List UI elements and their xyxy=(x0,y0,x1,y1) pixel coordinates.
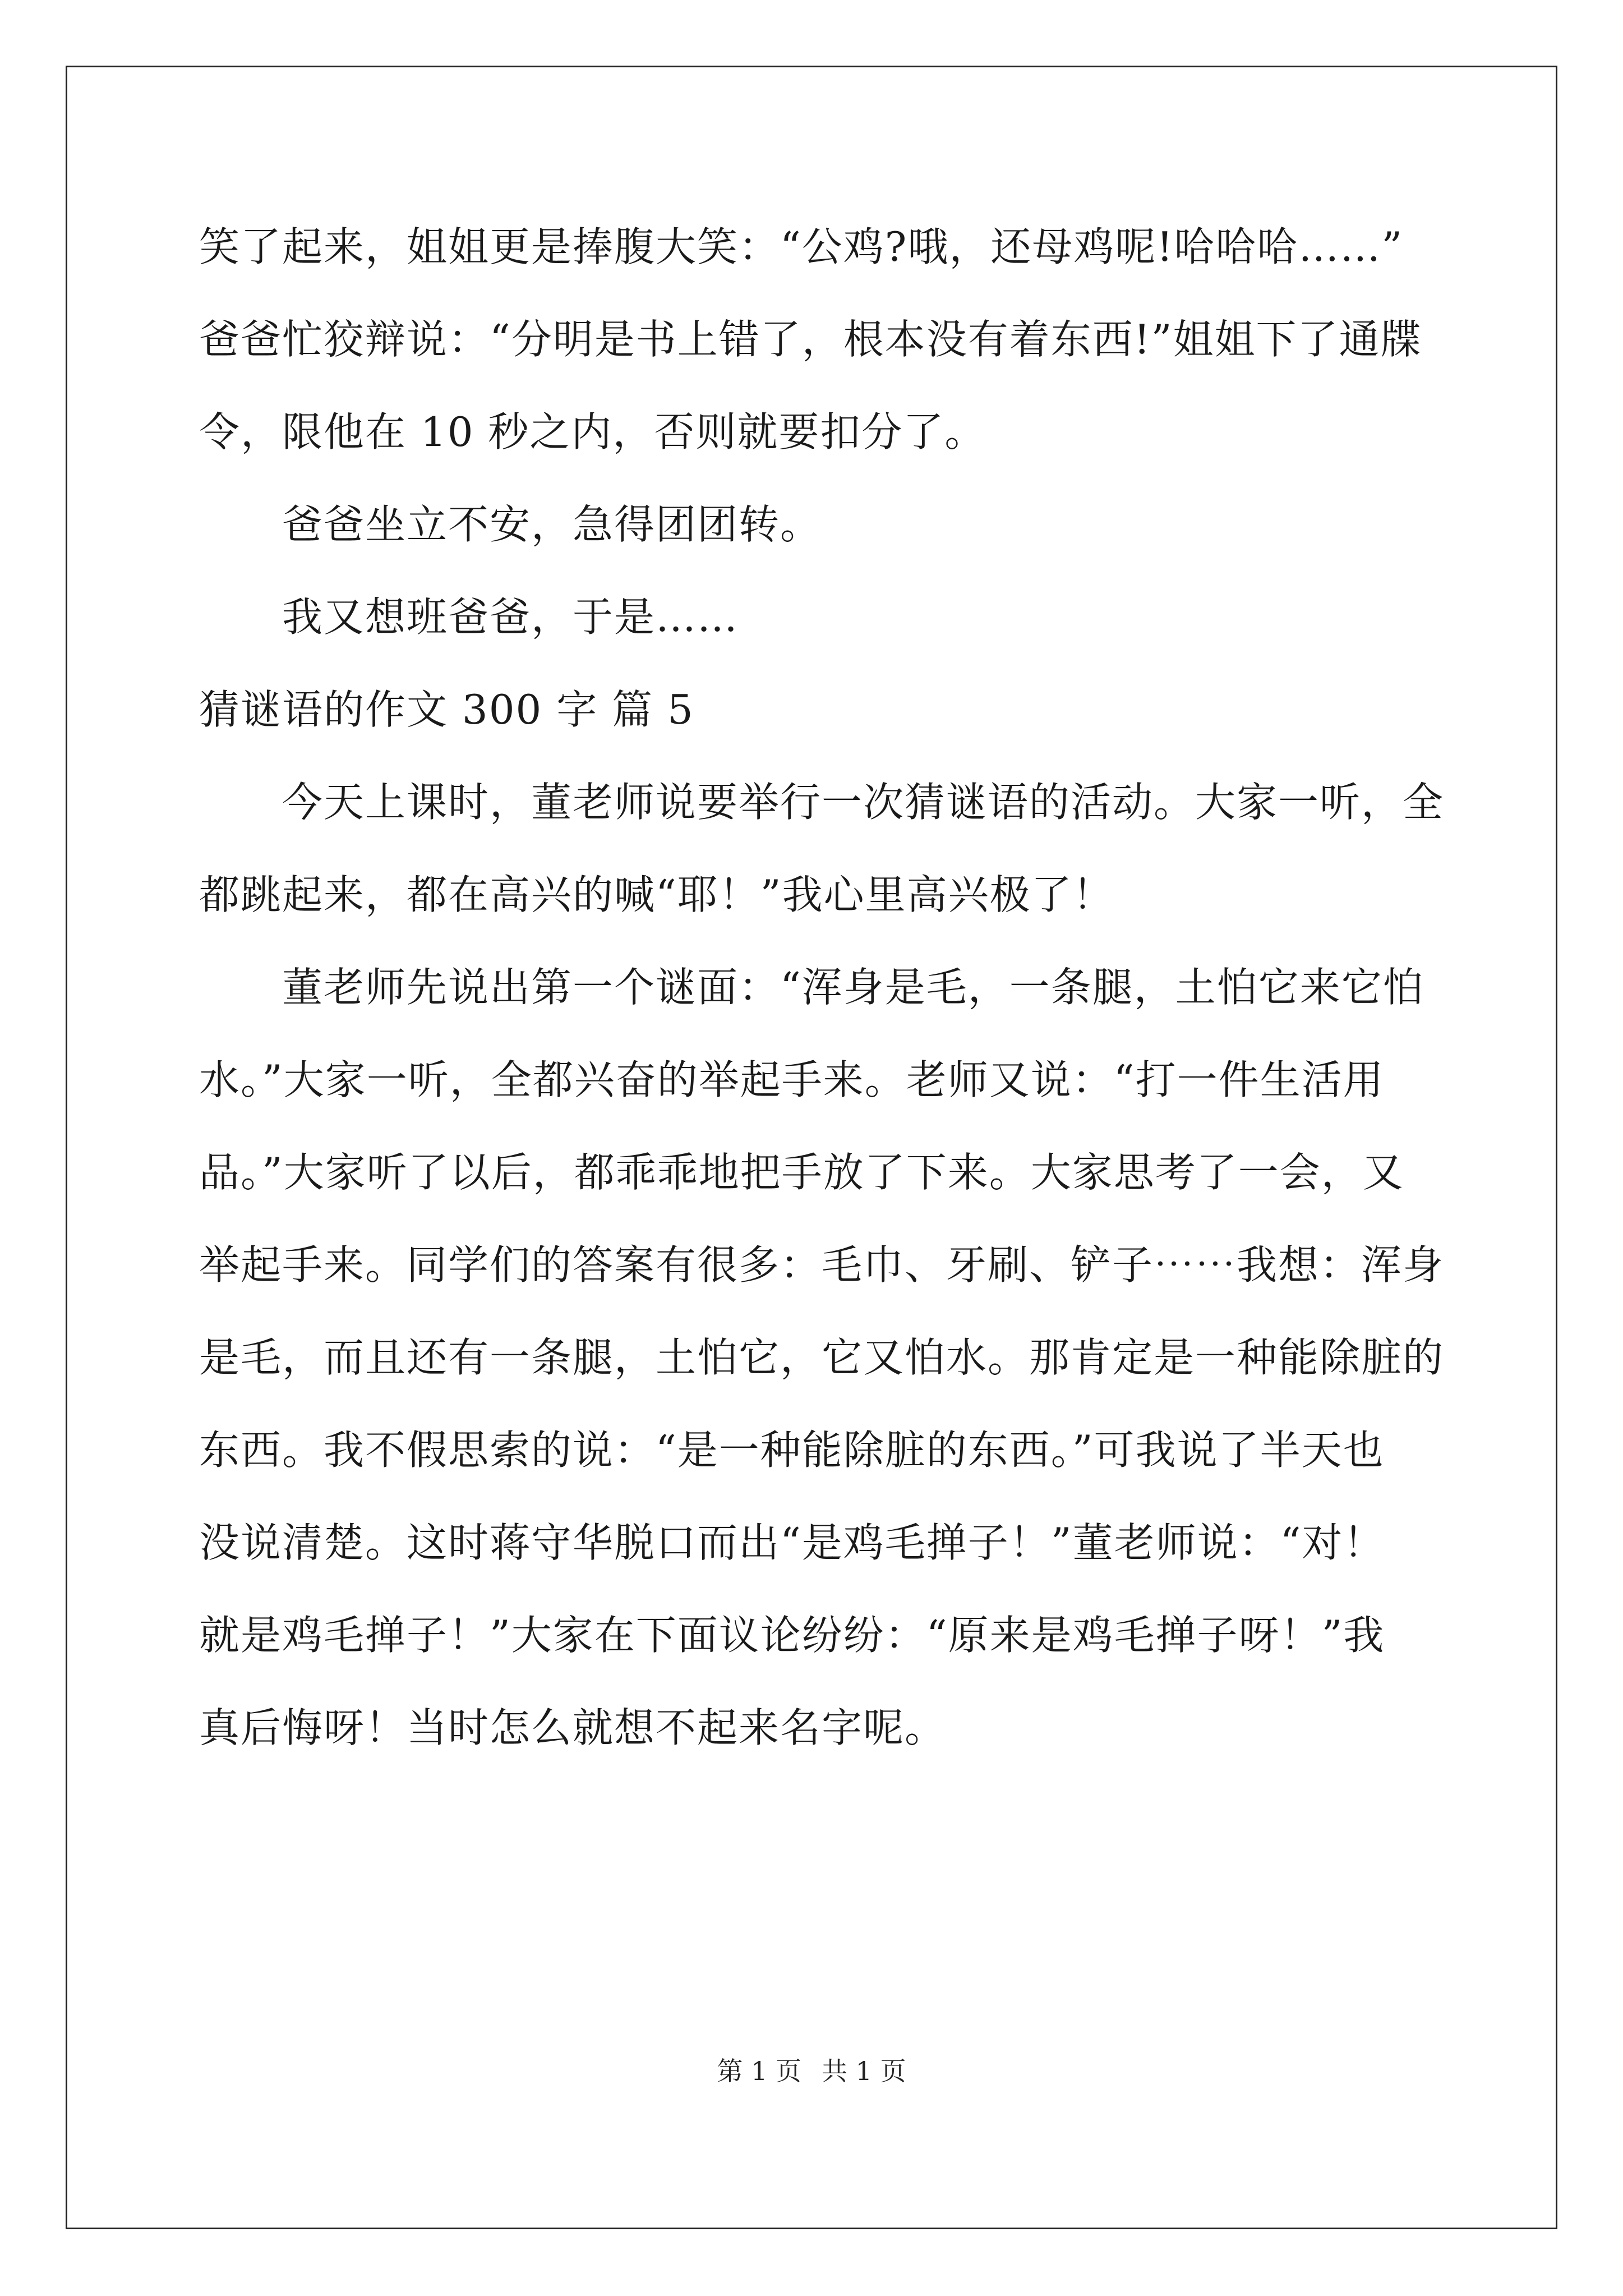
paragraph-line: 爸爸坐立不安，急得团团转。 xyxy=(282,501,822,548)
text-line: 真后悔呀！当时怎么就想不起来名字呢。 xyxy=(199,1704,947,1751)
text-line: 是毛，而且还有一条腿，土怕它，它又怕水。那肯定是一种能除脏的 xyxy=(199,1334,1445,1381)
text-line: 水。”大家一听，全都兴奋的举起手来。老师又说：“打一件生活用 xyxy=(199,1056,1385,1103)
page-total: 共 1 页 xyxy=(822,2056,906,2086)
text-line: 都跳起来，都在高兴的喊“耶！”我心里高兴极了！ xyxy=(199,871,1114,918)
page-footer xyxy=(0,2054,1623,2088)
text-line: 没说清楚。这时蒋守华脱口而出“是鸡毛掸子！”董老师说：“对！ xyxy=(199,1519,1385,1566)
text-line: 令，限他在 10 秒之内，否则就要扣分了。 xyxy=(199,408,986,455)
section-heading: 猜谜语的作文 300 字 篇 5 xyxy=(199,686,694,733)
text-line: 举起手来。同学们的答案有很多：毛巾、牙刷、铲子⋯⋯我想：浑身 xyxy=(199,1241,1445,1289)
text-line: 爸爸忙狡辩说：“分明是书上错了，根本没有着东西!”姐姐下了通牒 xyxy=(199,316,1422,363)
paragraph-line: 今天上课时，董老师说要举行一次猜谜语的活动。大家一听，全 xyxy=(282,779,1445,826)
text-line: 东西。我不假思索的说：“是一种能除脏的东西。”可我说了半天也 xyxy=(199,1427,1385,1474)
text-line: 笑了起来，姐姐更是捧腹大笑：“公鸡?哦，还母鸡呢!哈哈哈……” xyxy=(199,223,1404,270)
text-line: 品。”大家听了以后，都乖乖地把手放了下来。大家思考了一会，又 xyxy=(199,1149,1404,1196)
paragraph-line: 董老师先说出第一个谜面：“浑身是毛，一条腿，土怕它来它怕 xyxy=(282,964,1424,1011)
paragraph-line: 我又想班爸爸，于是…… xyxy=(282,593,739,641)
text-line: 就是鸡毛掸子！”大家在下面议论纷纷：“原来是鸡毛掸子呀！”我 xyxy=(199,1612,1385,1659)
page-number: 第 1 页 xyxy=(717,2056,801,2086)
